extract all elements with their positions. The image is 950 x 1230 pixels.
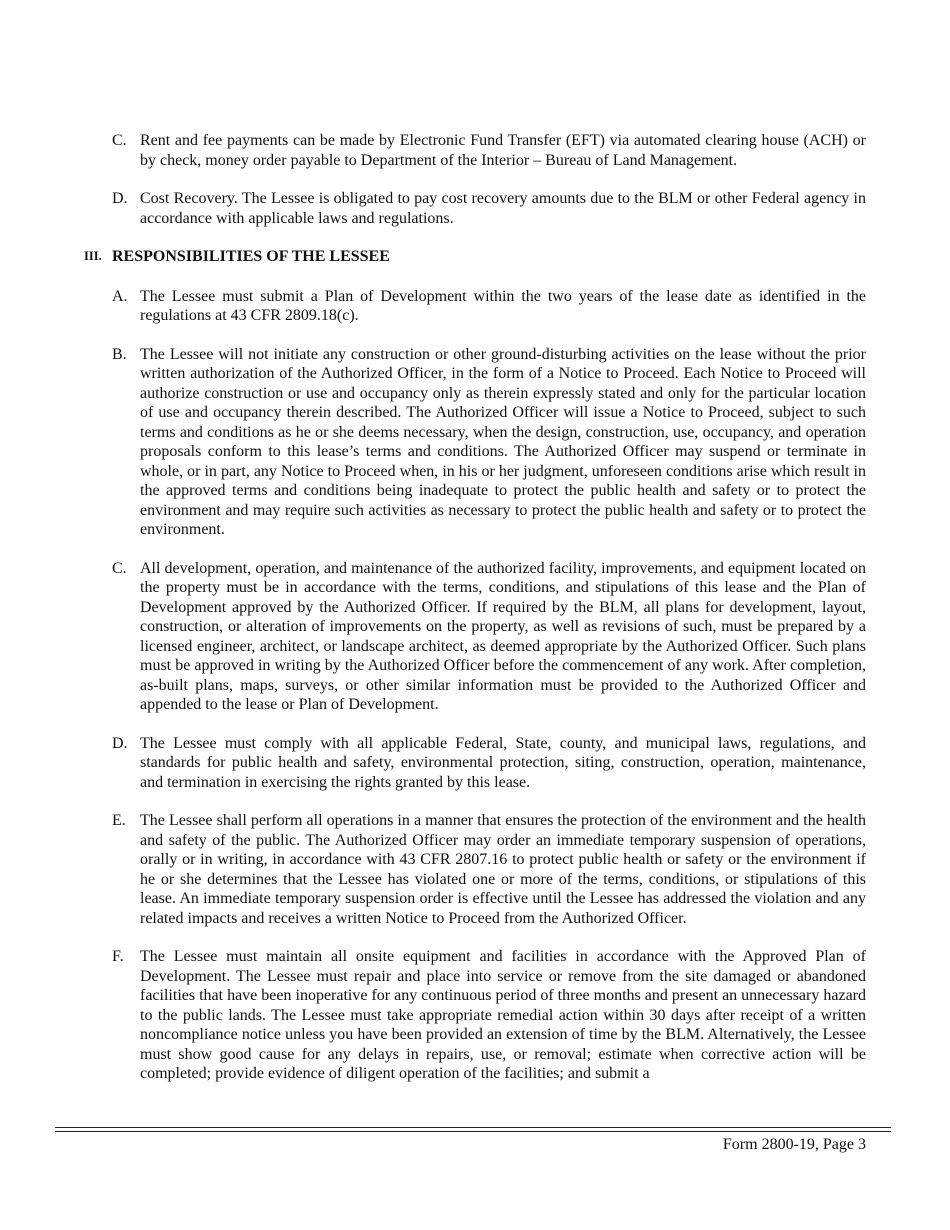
item-text: Cost Recovery. The Lessee is obligated to pay cost recovery amounts due to the BLM or other Federal agency in accordance with applicable laws and regulations. <box>140 190 866 227</box>
list-item-ii-d <box>84 189 866 228</box>
page-content <box>84 131 866 1103</box>
item-label: C. <box>112 132 127 149</box>
section-heading <box>84 247 866 267</box>
item-label: D. <box>112 734 128 752</box>
list-item-iii-b <box>84 345 866 540</box>
section-title: RESPONSIBILITIES OF THE LESSEE <box>112 248 390 265</box>
section-number: III. <box>84 249 102 263</box>
item-text: The Lessee must comply with all applicable Federal, State, county, and municipal laws, regulations, and standards for public health and safety, environmental protection, siting, construction, operation, maintenance, and termination in exercising the rights granted by this lease. <box>140 734 866 791</box>
list-item-iii-f <box>84 947 866 1084</box>
item-text: The Lessee must maintain all onsite equipment and facilities in accordance with the Approved Plan of Development. The Lessee must repair and place into service or remove from the site damaged or abandoned facilities that have been inoperative for any continuous period of three months and present an unnecessary hazard to the public lands. The Lessee must take appropriate remedial action within 30 days after receipt of a written noncompliance notice unless you have been provided an extension of time by the BLM. Alternatively, the Lessee must show good cause for any delays in repairs, use, or removal; estimate when corrective action will be completed; provide evidence of diligent operation of the facilities; and submit a <box>140 948 866 1082</box>
item-text: Rent and fee payments can be made by Electronic Fund Transfer (EFT) via automated clearing house (ACH) or by check, money order payable to Department of the Interior – Bureau of Land Management. <box>140 132 866 169</box>
list-item-iii-a <box>84 287 866 326</box>
list-item-iii-d <box>84 734 866 793</box>
item-label: E. <box>112 812 126 829</box>
item-text: All development, operation, and maintenance of the authorized facility, improvements, and equipment located on the property must be in accordance with the terms, conditions, and stipulations of this lease and the Plan of Development approved by the Authorized Officer. If required by the BLM, all plans for development, layout, construction, or alteration of improvements on the property, as well as revisions of such, must be prepared by a licensed engineer, architect, or landscape architect, as deemed appropriate by the Authorized Officer. Such plans must be approved in writing by the Authorized Officer before the commencement of any work. After completion, as-built plans, maps, surveys, or other similar information must be provided to the Authorized Officer and appended to the lease or Plan of Development. <box>140 559 866 713</box>
item-label: D. <box>112 190 128 207</box>
list-item-ii-c <box>84 131 866 170</box>
item-label: A. <box>112 287 128 305</box>
item-text: The Lessee will not initiate any construction or other ground-disturbing activities on the lease without the prior written authorization of the Authorized Officer, in the form of a Notice to Proceed. Each Notice to Proceed will authorize construction or use and occupancy only as therein expressly stated and only for the particular location of use and occupancy therein described. The Authorized Officer will issue a Notice to Proceed, subject to such terms and conditions as he or she deems necessary, when the design, construction, use, occupancy, and operation proposals conform to this lease’s terms and conditions. The Authorized Officer may suspend or terminate in whole, or in part, any Notice to Proceed when, in his or her judgment, unforeseen conditions arise which result in the approved terms and conditions being inadequate to protect the public health and safety or to protect the environment and may require such activities as necessary to protect the public health and safety or to protect the environment. <box>140 345 866 538</box>
item-text: The Lessee shall perform all operations in a manner that ensures the protection of the environment and the health and safety of the public. The Authorized Officer may order an immediate temporary suspension of operations, orally or in writing, in accordance with 43 CFR 2807.16 to protect public health or safety or the environment if he or she determines that the Lessee has violated one or more of the terms, conditions, or stipulations of this lease. An immediate temporary suspension order is effective until the Lessee has addressed the violation and any related impacts and receives a written Notice to Proceed from the Authorized Officer. <box>140 812 866 927</box>
item-text: The Lessee must submit a Plan of Development within the two years of the lease date as identified in the regulations at 43 CFR 2809.18(c). <box>140 287 866 324</box>
footer-divider <box>55 1127 891 1128</box>
item-label: C. <box>112 559 127 577</box>
item-label: B. <box>112 345 127 363</box>
list-item-iii-c <box>84 559 866 715</box>
item-label: F. <box>112 948 124 965</box>
list-item-iii-e <box>84 811 866 928</box>
footer-divider <box>55 1131 891 1132</box>
page-footer: Form 2800-19, Page 3 <box>722 1136 866 1153</box>
